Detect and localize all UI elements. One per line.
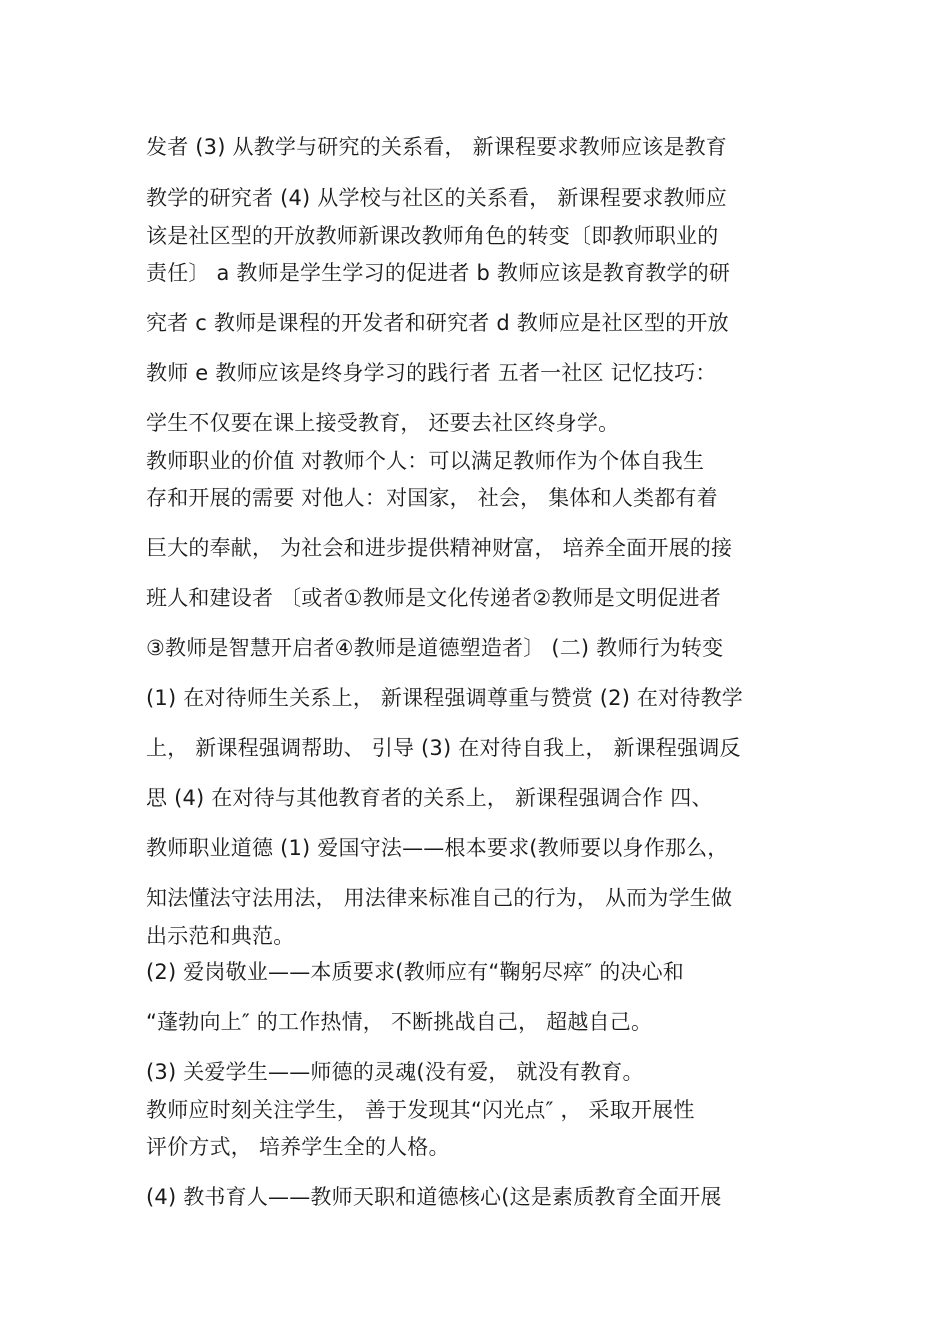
- text-line: 该是社区型的开放教师新课改教师角色的转变〔即教师职业的: [146, 224, 719, 248]
- text-line: 思 (4) 在对待与其他教育者的关系上， 新课程强调合作 四、: [146, 786, 713, 810]
- text-line: 教学的研究者 (4) 从学校与社区的关系看， 新课程要求教师应: [146, 186, 727, 210]
- text-line: 知法懂法守法用法， 用法律来标准自己的行为， 从而为学生做: [146, 886, 733, 910]
- text-line: (4) 教书育人——教师天职和道德核心(这是素质教育全面开展: [146, 1185, 722, 1209]
- text-line: ③教师是智慧开启者④教师是道德塑造者〕 (二) 教师行为转变: [146, 636, 724, 660]
- text-line: 学生不仅要在课上接受教育， 还要去社区终身学。: [146, 411, 620, 435]
- text-line: 责任〕 a 教师是学生学习的促进者 b 教师应该是教育教学的研: [146, 261, 731, 285]
- text-line: 上， 新课程强调帮助、 引导 (3) 在对待自我上， 新课程强调反: [146, 736, 741, 760]
- text-line: (3) 关爱学生——师德的灵魂(没有爱， 就没有教育。: [146, 1060, 644, 1084]
- text-line: 究者 c 教师是课程的开发者和研究者 d 教师应是社区型的开放: [146, 311, 729, 335]
- text-line: 班人和建设者 〔或者①教师是文化传递者②教师是文明促进者: [146, 586, 721, 610]
- text-line: 教师应时刻关注学生， 善于发现其“闪光点″ ， 采取开展性: [146, 1098, 695, 1122]
- text-line: 巨大的奉献， 为社会和进步提供精神财富， 培养全面开展的接: [146, 536, 733, 560]
- text-line: 出示范和典范。: [146, 924, 295, 948]
- text-line: (1) 在对待师生关系上， 新课程强调尊重与赞赏 (2) 在对待教学: [146, 686, 743, 710]
- text-line: 教师职业的价值 对教师个人：可以满足教师作为个体自我生: [146, 449, 705, 473]
- text-line: 教师 e 教师应该是终身学习的践行者 五者一社区 记忆技巧：: [146, 361, 717, 385]
- text-line: 存和开展的需要 对他人：对国家， 社会， 集体和人类都有着: [146, 486, 718, 510]
- text-line: (2) 爱岗敬业——本质要求(教师应有“鞠躬尽瘁″ 的决心和: [146, 960, 685, 984]
- text-line: 发者 (3) 从教学与研究的关系看， 新课程要求教师应该是教育: [146, 135, 727, 159]
- text-line: “蓬勃向上″ 的工作热情， 不断挑战自己， 超越自己。: [146, 1010, 653, 1034]
- text-line: 教师职业道德 (1) 爱国守法——根本要求(教师要以身作那么，: [146, 836, 729, 860]
- text-line: 评价方式， 培养学生全的人格。: [146, 1135, 450, 1159]
